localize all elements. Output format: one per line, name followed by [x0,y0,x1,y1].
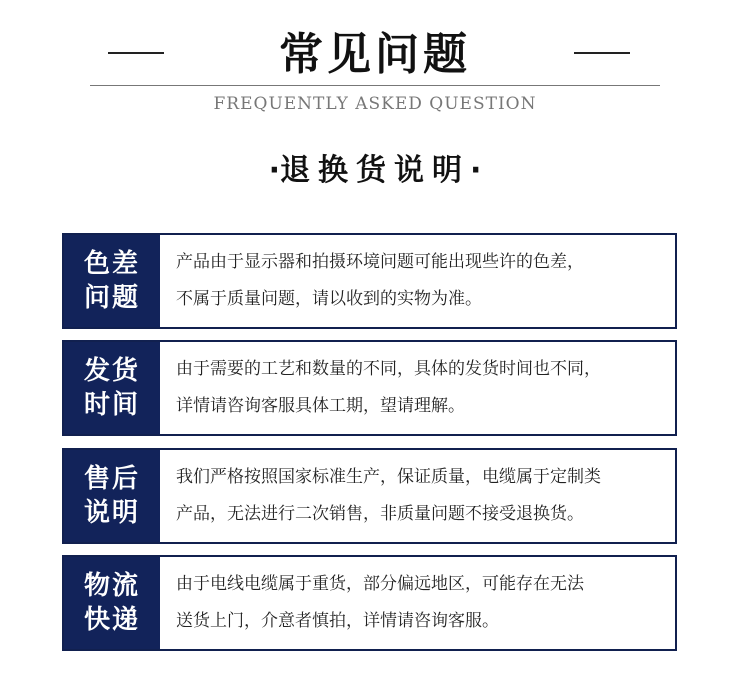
faq-answer [176,450,663,542]
faq-answer-line: 由于需要的工艺和数量的不同，具体的发货时间也不同， [176,359,601,379]
page-subtitle: FREQUENTLY ASKED QUESTION [213,94,537,114]
faq-answer-line: 我们严格按照国家标准生产，保证质量，电缆属于定制类 [176,467,601,487]
section-title [0,145,750,189]
faq-item-logistics [62,555,677,651]
header-divider [90,85,660,86]
faq-item-color-difference [62,233,677,329]
faq-item-after-sales [62,448,677,544]
section-title-text: 退换货说明 [280,153,470,188]
faq-label-line: 物流 [83,571,140,601]
faq-label-line: 发货 [83,356,140,386]
faq-item-shipping-time [62,340,677,436]
section-dot-right: · [470,153,482,188]
faq-label [64,342,160,434]
faq-label-line: 说明 [83,498,140,528]
faq-answer-line: 由于电线电缆属于重货，部分偏远地区，可能存在无法 [176,574,584,594]
faq-answer-line: 不属于质量问题，请以收到的实物为准。 [176,289,482,309]
faq-answer [176,342,663,434]
page-header [0,0,750,120]
faq-answer [176,557,663,649]
faq-answer [176,235,663,327]
faq-label-line: 时间 [83,390,140,420]
faq-list [62,233,677,662]
title-right-rule [574,52,630,54]
faq-label [64,235,160,327]
faq-label [64,450,160,542]
faq-answer-line: 送货上门，介意者慎拍，详情请咨询客服。 [176,611,499,631]
faq-label-line: 色差 [83,249,140,279]
section-dot-left: · [268,153,280,188]
faq-answer-line: 产品，无法进行二次销售，非质量问题不接受退换货。 [176,504,584,524]
faq-answer-line: 详情请咨询客服具体工期，望请理解。 [176,396,465,416]
faq-answer-line: 产品由于显示器和拍摄环境问题可能出现些许的色差， [176,252,584,272]
page-title: 常见问题 [279,29,471,80]
faq-label [64,557,160,649]
faq-label-line: 问题 [83,283,140,313]
faq-label-line: 售后 [83,464,140,494]
faq-label-line: 快递 [83,605,140,635]
